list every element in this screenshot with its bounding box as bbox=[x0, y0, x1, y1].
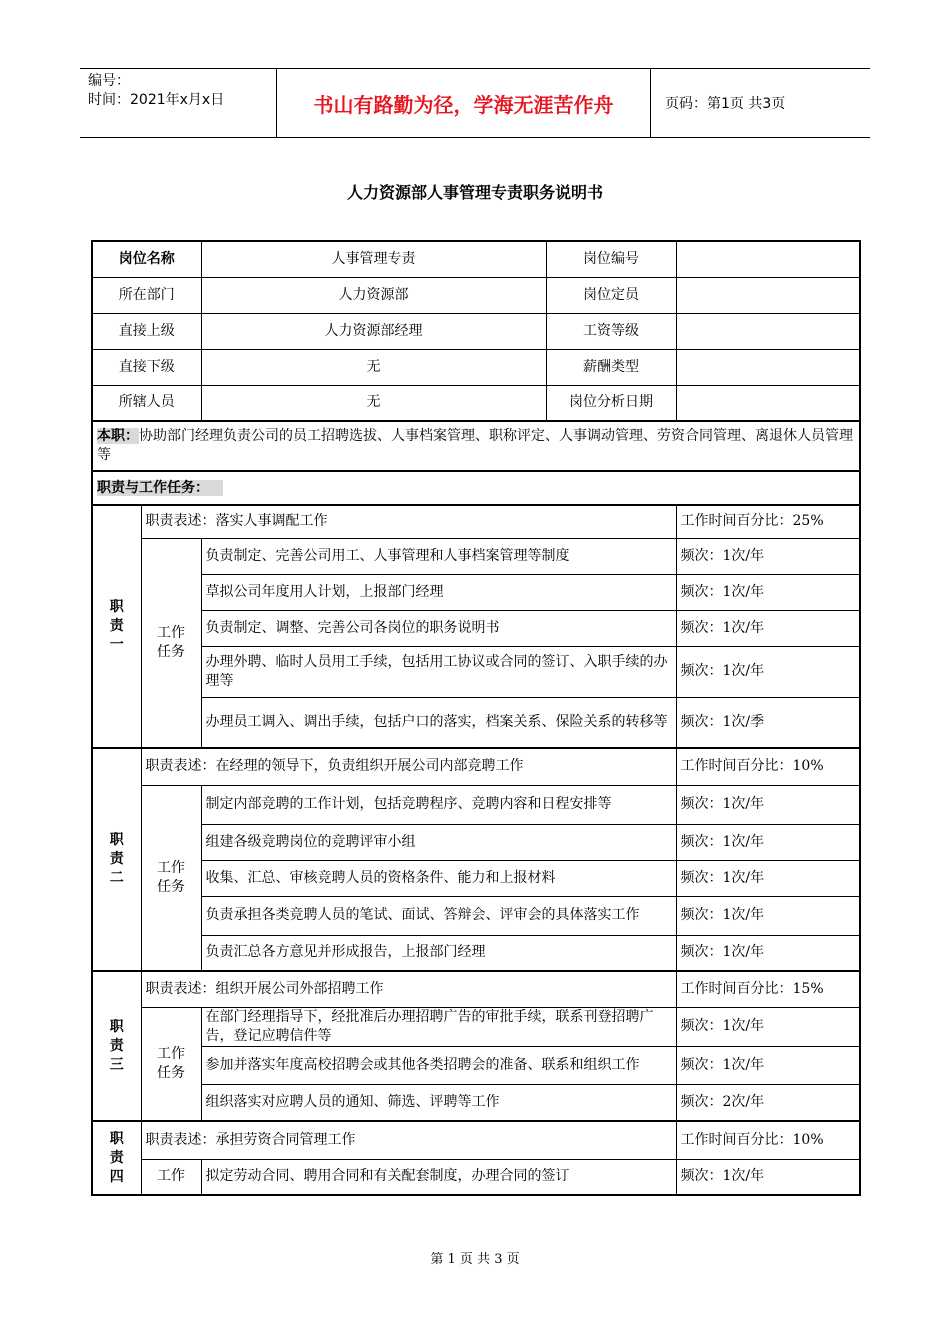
duty-desc-row bbox=[92, 971, 860, 1007]
task-text: 办理外聘、临时人员用工手续，包括用工协议或合同的签订、入职手续的办理等 bbox=[201, 646, 676, 697]
duty-desc-row bbox=[92, 505, 860, 538]
task-row bbox=[92, 860, 860, 896]
duty-pct: 工作时间百分比：25% bbox=[676, 505, 860, 538]
duty-label: 职责二 bbox=[92, 748, 141, 971]
task-text: 负责汇总各方意见并形成报告，上报部门经理 bbox=[201, 935, 676, 971]
duty-desc-row bbox=[92, 1121, 860, 1159]
info-label: 岗位定员 bbox=[546, 277, 676, 313]
duty-label: 职责三 bbox=[92, 971, 141, 1121]
main-duty-text: 协助部门经理负责公司的员工招聘选拔、人事档案管理、职称评定、人事调动管理、劳资合同管理、离退休人员管理等 bbox=[97, 428, 853, 463]
info-value bbox=[676, 313, 860, 349]
task-text: 负责制定、完善公司用工、人事管理和人事档案管理等制度 bbox=[201, 538, 676, 574]
doc-time-label: 时间：2021年x月x日 bbox=[88, 92, 225, 108]
task-row bbox=[92, 1007, 860, 1046]
task-text: 负责承担各类竞聘人员的笔试、面试、答辩会、评审会的具体落实工作 bbox=[201, 896, 676, 935]
task-freq: 频次：1次/年 bbox=[676, 646, 860, 697]
task-row bbox=[92, 896, 860, 935]
task-freq: 频次：2次/年 bbox=[676, 1084, 860, 1121]
info-value: 人力资源部经理 bbox=[201, 313, 546, 349]
info-value bbox=[676, 277, 860, 313]
info-label: 岗位名称 bbox=[92, 241, 201, 277]
duty-desc: 职责表述：承担劳资合同管理工作 bbox=[141, 1121, 676, 1159]
task-freq: 频次：1次/年 bbox=[676, 896, 860, 935]
task-row bbox=[92, 824, 860, 860]
info-row bbox=[92, 349, 860, 385]
tasks-header-row bbox=[92, 471, 860, 505]
task-freq: 频次：1次/年 bbox=[676, 785, 860, 824]
tasks-header-label: 职责与工作任务： bbox=[97, 480, 223, 496]
task-row bbox=[92, 610, 860, 646]
info-row bbox=[92, 241, 860, 277]
task-label: 工作任务 bbox=[141, 785, 201, 971]
task-text: 组建各级竞聘岗位的竞聘评审小组 bbox=[201, 824, 676, 860]
task-text: 收集、汇总、审核竞聘人员的资格条件、能力和上报材料 bbox=[201, 860, 676, 896]
info-label: 直接上级 bbox=[92, 313, 201, 349]
duty-desc: 职责表述：落实人事调配工作 bbox=[141, 505, 676, 538]
doc-code-label: 编号： bbox=[88, 73, 130, 89]
duty-label: 职责四 bbox=[92, 1121, 141, 1195]
task-label: 工作任务 bbox=[141, 1007, 201, 1121]
main-duty-label: 本职： bbox=[97, 428, 139, 444]
task-row bbox=[92, 935, 860, 971]
duty-desc-row bbox=[92, 748, 860, 785]
task-label: 工作 bbox=[141, 1159, 201, 1195]
main-duty-cell bbox=[92, 421, 860, 471]
duty-pct: 工作时间百分比：10% bbox=[676, 748, 860, 785]
info-row bbox=[92, 277, 860, 313]
task-text: 负责制定、调整、完善公司各岗位的职务说明书 bbox=[201, 610, 676, 646]
task-label: 工作任务 bbox=[141, 538, 201, 748]
duty-desc: 职责表述：在经理的领导下，负责组织开展公司内部竞聘工作 bbox=[141, 748, 676, 785]
task-row bbox=[92, 785, 860, 824]
header-meta bbox=[80, 69, 276, 137]
info-label: 薪酬类型 bbox=[546, 349, 676, 385]
duty-label: 职责一 bbox=[92, 505, 141, 748]
document-title: 人力资源部人事管理专责职务说明书 bbox=[346, 183, 603, 202]
task-row bbox=[92, 538, 860, 574]
task-row bbox=[92, 697, 860, 748]
task-row bbox=[92, 574, 860, 610]
info-label: 岗位编号 bbox=[546, 241, 676, 277]
info-value: 无 bbox=[201, 349, 546, 385]
info-value bbox=[676, 385, 860, 421]
task-text: 办理员工调入、调出手续，包括户口的落实，档案关系、保险关系的转移等 bbox=[201, 697, 676, 748]
info-value bbox=[676, 349, 860, 385]
task-freq: 频次：1次/年 bbox=[676, 574, 860, 610]
tasks-header-cell bbox=[92, 471, 860, 505]
task-freq: 频次：1次/年 bbox=[676, 824, 860, 860]
info-label: 所在部门 bbox=[92, 277, 201, 313]
info-label: 岗位分析日期 bbox=[546, 385, 676, 421]
info-value: 人力资源部 bbox=[201, 277, 546, 313]
task-text: 草拟公司年度用人计划，上报部门经理 bbox=[201, 574, 676, 610]
duty-pct: 工作时间百分比：10% bbox=[676, 1121, 860, 1159]
task-freq: 频次：1次/年 bbox=[676, 1007, 860, 1046]
task-row bbox=[92, 1084, 860, 1121]
task-freq: 频次：1次/年 bbox=[676, 935, 860, 971]
task-text: 拟定劳动合同、聘用合同和有关配套制度，办理合同的签订 bbox=[201, 1159, 676, 1195]
task-text: 组织落实对应聘人员的通知、筛选、评聘等工作 bbox=[201, 1084, 676, 1121]
task-freq: 频次：1次/年 bbox=[676, 538, 860, 574]
task-row bbox=[92, 1159, 860, 1195]
task-freq: 频次：1次/年 bbox=[676, 1046, 860, 1084]
header-page-label: 页码：第1页 共3页 bbox=[665, 96, 786, 112]
task-text: 参加并落实年度高校招聘会或其他各类招聘会的准备、联系和组织工作 bbox=[201, 1046, 676, 1084]
task-text: 制定内部竞聘的工作计划，包括竞聘程序、竞聘内容和日程安排等 bbox=[201, 785, 676, 824]
job-description-table bbox=[91, 240, 861, 1196]
duty-desc: 职责表述：组织开展公司外部招聘工作 bbox=[141, 971, 676, 1007]
task-row bbox=[92, 1046, 860, 1084]
duty-pct: 工作时间百分比：15% bbox=[676, 971, 860, 1007]
task-freq: 频次：1次/年 bbox=[676, 860, 860, 896]
info-label: 工资等级 bbox=[546, 313, 676, 349]
page-footer: 第 1 页 共 3 页 bbox=[430, 1252, 520, 1267]
info-label: 直接下级 bbox=[92, 349, 201, 385]
info-value: 人事管理专责 bbox=[201, 241, 546, 277]
task-freq: 频次：1次/年 bbox=[676, 1159, 860, 1195]
info-row bbox=[92, 385, 860, 421]
info-value: 无 bbox=[201, 385, 546, 421]
header-motto: 书山有路勤为径，学海无涯苦作舟 bbox=[276, 69, 651, 137]
task-text: 在部门经理指导下，经批准后办理招聘广告的审批手续，联系刊登招聘广告，登记应聘信件等 bbox=[201, 1007, 676, 1046]
task-freq: 频次：1次/季 bbox=[676, 697, 860, 748]
task-freq: 频次：1次/年 bbox=[676, 610, 860, 646]
page-header bbox=[80, 68, 870, 138]
info-row bbox=[92, 313, 860, 349]
info-label: 所辖人员 bbox=[92, 385, 201, 421]
info-value bbox=[676, 241, 860, 277]
main-duty-row bbox=[92, 421, 860, 471]
task-row bbox=[92, 646, 860, 697]
